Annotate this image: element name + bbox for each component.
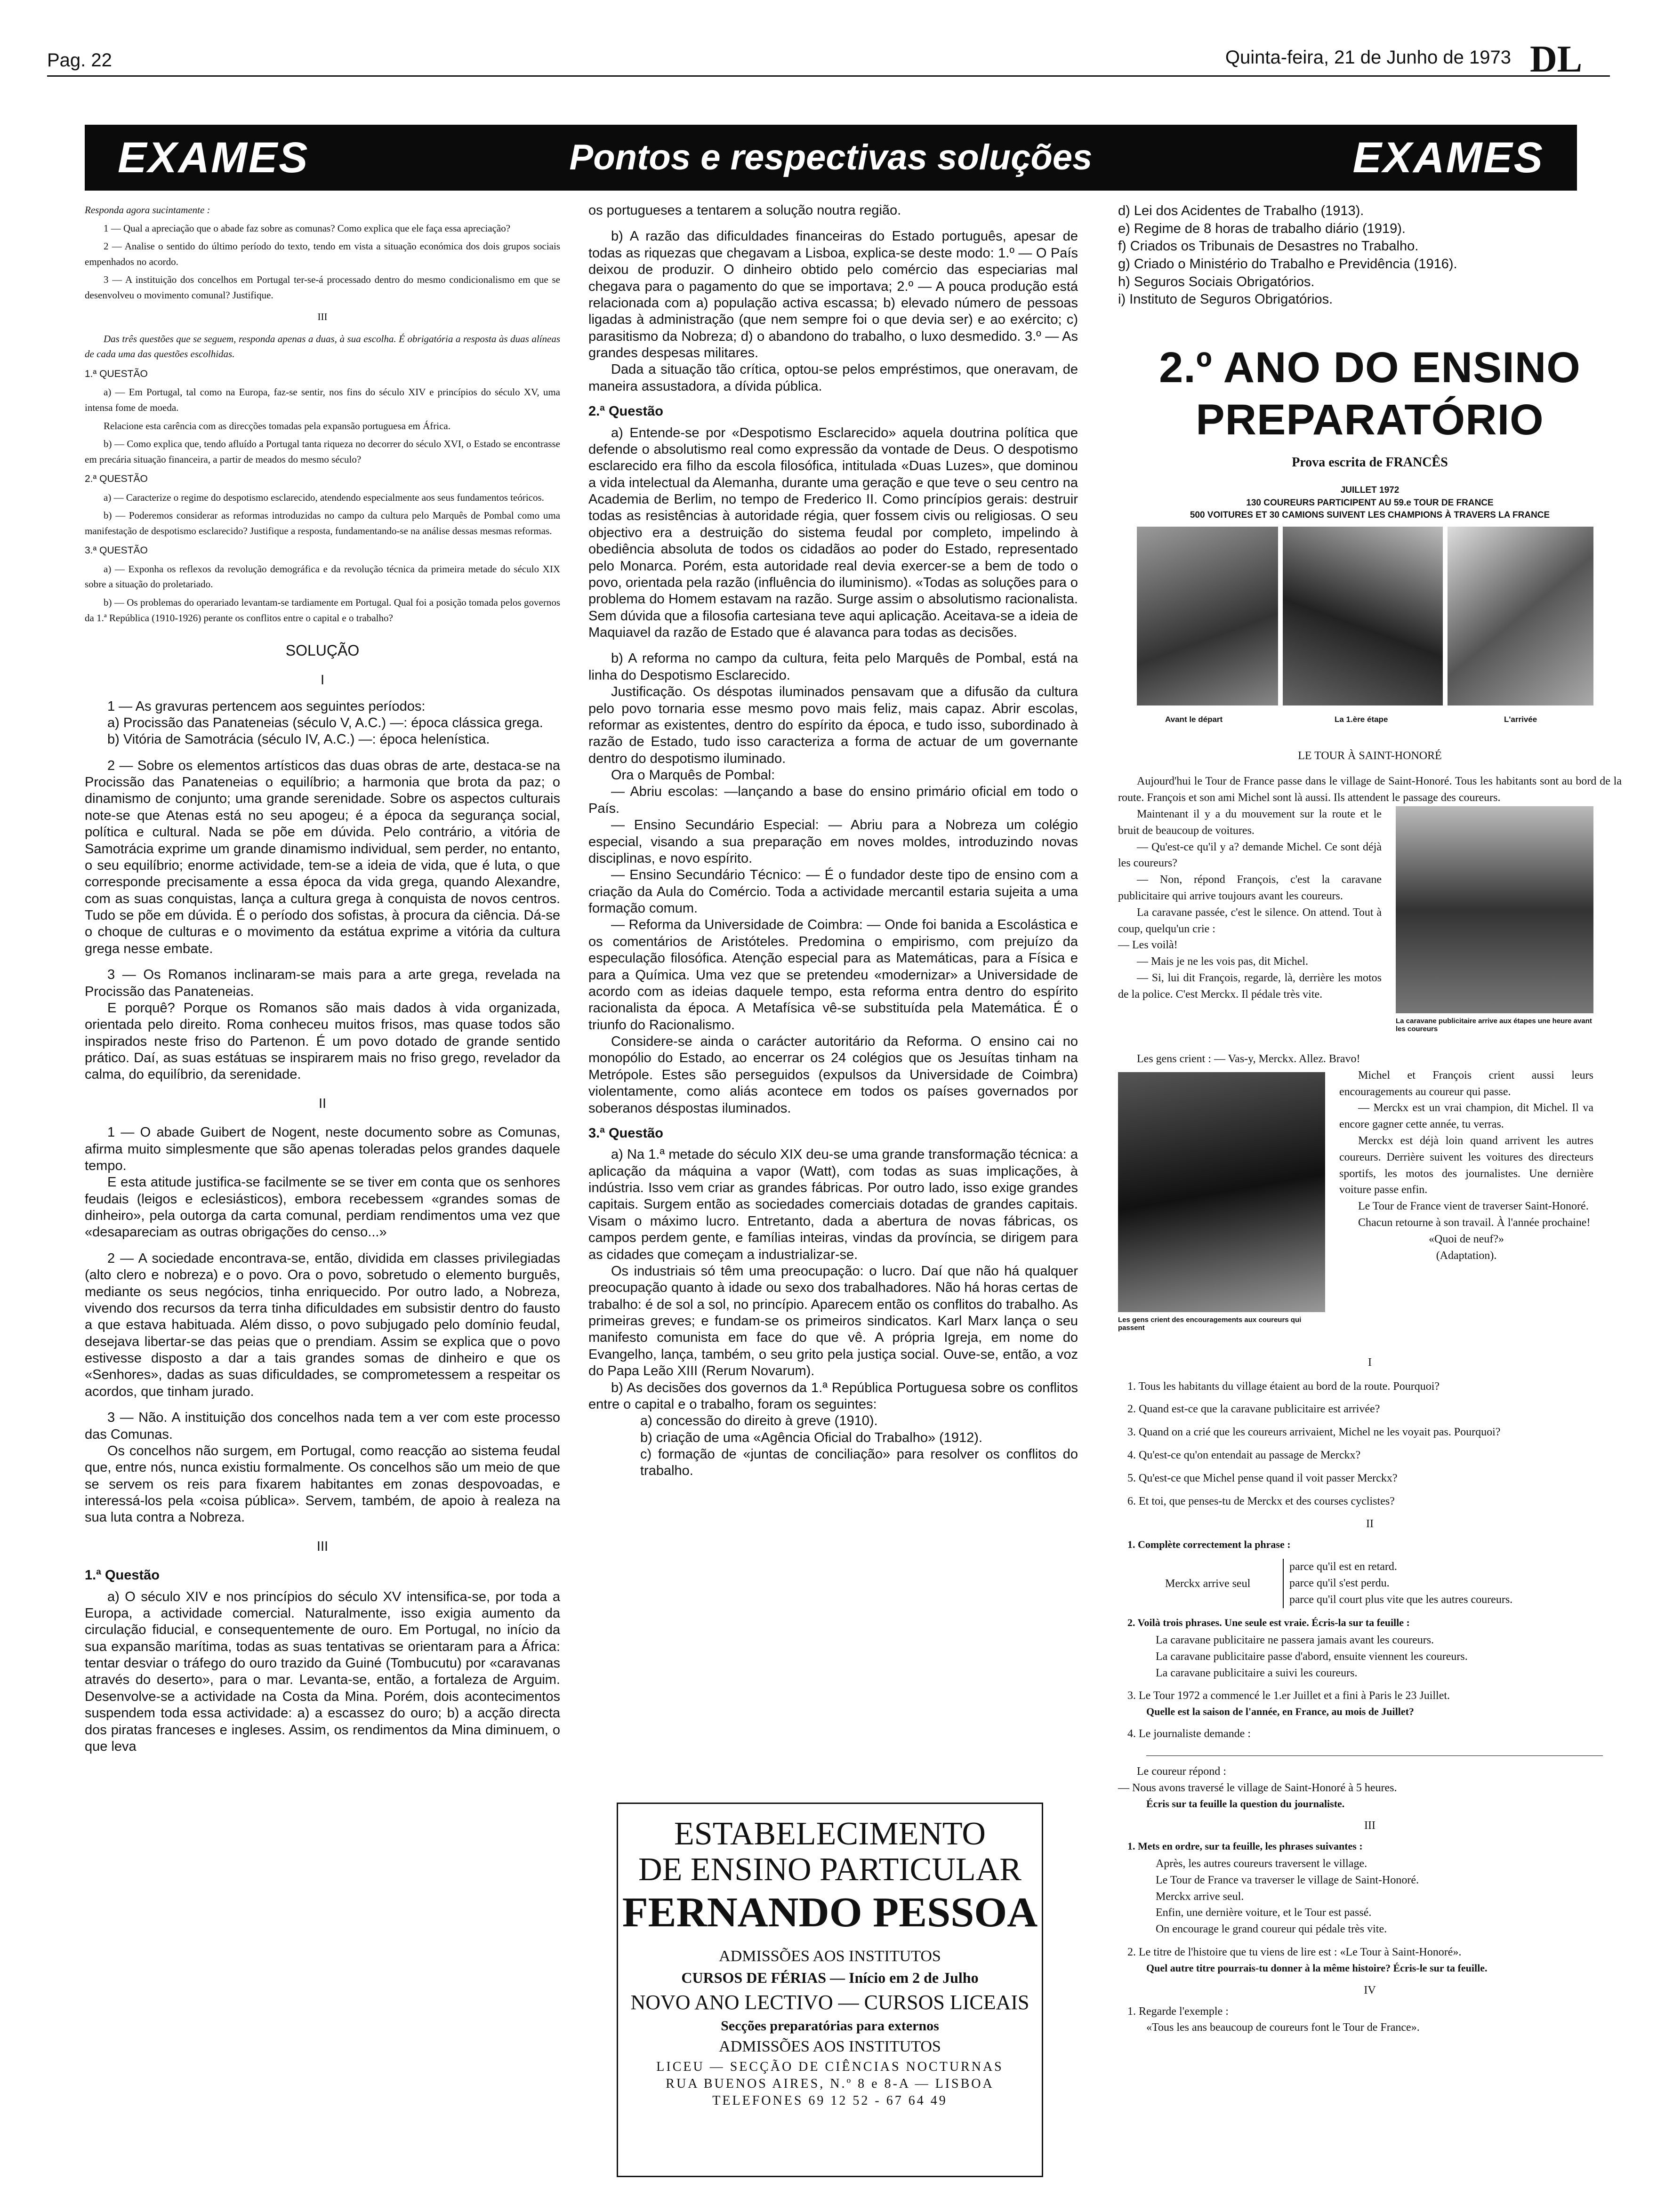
story-paragraph: Aujourd'hui le Tour de France passe dans le village de Saint-Honoré. Tous les habitants sont au bord de la route. François et son ami Michel sont là aussi. Ils attendent le passage des coureurs. xyxy=(1118,775,1622,804)
answer-heading: 2.ª Questão xyxy=(588,404,664,419)
question-text: a) — Em Portugal, tal como na Europa, faz-se sentir, nos fins do século XIV e princípios do século XV, uma intensa fome de moeda. xyxy=(85,386,560,414)
photo-caption: L'arrivée xyxy=(1504,714,1537,724)
law-list-item: f) Criados os Tribunais de Desastres no Trabalho. xyxy=(1118,239,1419,254)
crowd-photo xyxy=(1118,1072,1325,1312)
photo-caption: La 1.ère étape xyxy=(1335,714,1388,724)
exercise-question: 1. Tous les habitants du village étaient au bord de la route. Pourquoi? xyxy=(1127,1380,1440,1393)
banner-center: Pontos e respectivas soluções xyxy=(569,137,1093,177)
section-numeral: III xyxy=(316,1539,329,1554)
answer-text: b) A reforma no campo da cultura, feita pelo Marquês de Pombal, está na linha do Despotismo Esclarecido. xyxy=(588,651,1078,683)
answer-text: 3 — Os Romanos inclinaram-se mais para a arte grega, revelada na Procissão das Panateneias. xyxy=(85,967,560,999)
exercise-option: Enfin, une dernière voiture, et le Tour est passé. xyxy=(1156,1907,1372,1919)
exercise-option: Merckx arrive seul. xyxy=(1156,1890,1244,1903)
ad-line: CURSOS DE FÉRIAS — Início em 2 de Julho xyxy=(681,1969,979,1987)
answer-text: a) O século XIV e nos princípios do século XV intensifica-se, por toda a Europa, a actividade comercial. Naturalmente, isso exigia aumento da circulação fiducial, e consequentemente de ouro. Em Portugal, no início da sua expansão marítima, todas as suas tentativas se orientaram para a África: tentar desviar o tráfego do ouro trazido da Guiné (Tombucutu) por «caravanas através do deserto», para o mar. Levanta-se, então, a fortaleza de Arguim. Desenvolve-se a actividade na Costa da Mina. Porém, dois acontecimentos suspendem toda essa actividade: a) a escassez do ouro; b) a acção directa dos piratas franceses e ingleses. Assim, os rendimentos da Mina diminuem, o que leva xyxy=(85,1589,560,1754)
story-column xyxy=(1339,1067,1593,1264)
ad-phones: TELEFONES 69 12 52 - 67 64 49 xyxy=(712,2093,948,2108)
ad-line: ADMISSÕES AOS INSTITUTOS xyxy=(719,2038,941,2056)
answer-text: 2 — A sociedade encontrava-se, então, dividida em classes privilegiadas (alto clero e nobreza) e o povo. Ora o povo, sobretudo o elemento burguês, mediante os seus negócios, tinha enriquecido. Por outro lado, a Nobreza, vivendo dos recursos da terra tinha dificuldades em subsistir dentro do fausto a que estava habituada. Além disso, o povo subjugado pelo domínio feudal, desejava libertar-se das peias que o prendiam. Assim se explica que o povo estivesse disposto a dar a tais grandes somas de dinheiro e que os «Senhores», dadas as suas dificuldades, se comprometessem a respeitar os acordos, que tinham jurado. xyxy=(85,1250,560,1399)
answer-text: Dada a situação tão crítica, optou-se pelos empréstimos, que oneravam, de maneira assustadora, a dívida pública. xyxy=(588,362,1078,394)
ad-line: Secções preparatórias para externos xyxy=(721,2018,939,2034)
exercise-instruction: Écris sur ta feuille la question du journaliste. xyxy=(1146,1797,1345,1810)
answer-text: — Ensino Secundário Especial: — Abriu para a Nobreza um colégio especial, visando a sua preparação em noves moldes, introduzindo novas disciplinas, e novo espírito. xyxy=(588,817,1078,866)
ad-line: ADMISSÕES AOS INSTITUTOS xyxy=(719,1948,941,1965)
question-text: Responda agora sucintamente : xyxy=(85,204,210,216)
photo-strip xyxy=(1118,527,1622,715)
exam-title xyxy=(1118,342,1622,446)
photo-captions xyxy=(1118,715,1622,729)
exercise-question: Quel autre titre pourrais-tu donner à la même histoire? Écris-le sur ta feuille. xyxy=(1146,1962,1488,1974)
law-list-item: h) Seguros Sociais Obrigatórios. xyxy=(1118,274,1315,289)
exercise-title: 2. Voilà trois phrases. Une seule est vraie. Écris-la sur ta feuille : xyxy=(1127,1617,1410,1629)
answer-text: — Abriu escolas: —lançando a base do ensino primário oficial em todo o País. xyxy=(588,784,1078,816)
story-column xyxy=(1118,806,1382,1003)
exercise-question: 4. Qu'est-ce qu'on entendait au passage de Merckx? xyxy=(1127,1449,1361,1462)
exercise-question: 3. Le Tour 1972 a commencé le 1.er Juillet et a fini à Paris le 23 Juillet. xyxy=(1127,1690,1450,1702)
exercise-options xyxy=(1118,1632,1622,1681)
column-2 xyxy=(588,202,1078,1480)
crowd-caption: Les gens crient des encouragements aux coureurs qui passent xyxy=(1118,1315,1302,1332)
story-paragraph: — Si, lui dit François, regarde, là, derrière les motos de la police. C'est Merckx. Il pédale très vite. xyxy=(1118,972,1382,1001)
school-advertisement xyxy=(617,1803,1043,2177)
question-text: b) — Os problemas do operariado levantam-se tardiamente em Portugal. Qual foi a posição tomada pelos governos da 1.ª República (1910-1926) perante os conflitos entre o capital e o trabalho? xyxy=(85,597,560,624)
question-text: 3 — A instituição dos concelhos em Portugal ter-se-á processado dentro do mesmo condicionalismo em que se desenvolveu o movimento comunal? Justifique. xyxy=(85,274,560,301)
answer-text: E porquê? Porque os Romanos são mais dados à vida organizada, orientada pelo direito. Roma conheceu muitos frisos, mas quase todos são inspirados neste friso do Partenon. É um povo dotado de grande sentido prático. Daí, as suas estátuas se inspirarem mais no friso grego, revelador da calma, do equilíbrio, da serenidade. xyxy=(85,1000,560,1082)
story-paragraph: Le Tour de France vient de traverser Saint-Honoré. xyxy=(1358,1200,1589,1213)
exercise-question: 1. Regarde l'exemple : xyxy=(1127,2005,1229,2018)
question-text: a) — Exponha os reflexos da revolução demográfica e da revolução técnica da primeira metade do século XIX sobre a situação do proletariado. xyxy=(85,563,560,590)
answer-text: b) Vitória de Samotrácia (século IV, A.C.) —: época helenística. xyxy=(107,732,490,747)
answer-text: 2 — Sobre os elementos artísticos das duas obras de arte, destaca-se na Procissão das Panateneias o equilíbrio; a harmonia que brota da paz; o dinamismo de conjunto; uma grande serenidade. Sobre os aspectos culturais note-se que Atenas está no seu apogeu; é a época da segurança social, política e cultural. Nada se põe em dúvida. Pelo contrário, a vitória de Samotrácia exprime um grande dinamismo individual, sem perder, no entanto, o seu equilíbrio; enorme actividade, tem-se a ideia de vida, que é luta, o que corresponde precisamente a essa época da vida grega, quando Alexandre, com as suas conquistas, lança a cultura grega à conquista de novos centros. Tudo se põe em dúvida. É o período dos sofistas, à procura da ciência. Dá-se o choque de culturas e o movimento da estátua exprime a vitória da cultura grega nesse embate. xyxy=(85,758,560,956)
answer-text: Justificação. Os déspotas iluminados pensavam que a difusão da cultura pelo povo tornaria esse mesmo povo mais feliz, mais capaz. Abrir escolas, reformar as existentes, dentro do espírito da época, e tudo isso, subordinado à razão de Estado, tudo isso caracteriza a forma de actuar de um governante dentro do despotismo iluminado. xyxy=(588,684,1078,766)
exercise-question: 5. Qu'est-ce que Michel pense quand il voit passer Merckx? xyxy=(1127,1472,1398,1484)
story-paragraph: Les gens crient : — Vas-y, Merckx. Allez. Bravo! xyxy=(1137,1053,1360,1066)
exercise-question: 2. Le titre de l'histoire que tu viens de lire est : «Le Tour à Saint-Honoré». xyxy=(1127,1946,1462,1959)
exercise-option: Le Tour de France va traverser le village de Saint-Honoré. xyxy=(1156,1874,1419,1886)
law-list-item: g) Criado o Ministério do Trabalho e Previdência (1916). xyxy=(1118,256,1457,272)
issue-date: Quinta-feira, 21 de Junho de 1973 xyxy=(1225,47,1511,68)
exercise-question: 4. Le journaliste demande : xyxy=(1127,1728,1251,1740)
exercise-option: La caravane publicitaire a suivi les coureurs. xyxy=(1156,1667,1358,1679)
story-paragraph: La caravane passée, c'est le silence. On attend. Tout à coup, quelqu'un crie : xyxy=(1118,906,1382,935)
column-3 xyxy=(1118,202,1622,2036)
cycling-photo xyxy=(1448,527,1593,705)
answer-text: os portugueses a tentarem a solução noutra região. xyxy=(588,203,901,218)
question-text: Das três questões que se seguem, responda apenas a duas, à sua escolha. É obrigatória a resposta às duas alíneas de cada uma das questões escolhidas. xyxy=(85,333,560,360)
section-numeral: III xyxy=(317,311,328,323)
exercise-option: parce qu'il est en retard. xyxy=(1289,1561,1397,1573)
exercise-question: 2. Quand est-ce que la caravane publicitaire est arrivée? xyxy=(1127,1403,1380,1416)
exercise-question: Quelle est la saison de l'année, en France, au mois de Juillet? xyxy=(1146,1706,1414,1718)
answer-list-item: a) concessão do direito à greve (1910). xyxy=(640,1413,878,1429)
exercise-title: 1. Complète correctement la phrase : xyxy=(1127,1539,1291,1551)
exercise-options xyxy=(1283,1559,1512,1608)
question-text: Relacione esta carência com as direcções tomadas pela expansão portuguesa em África. xyxy=(104,420,450,432)
section-numeral: I xyxy=(320,673,325,688)
caravane-photo xyxy=(1396,806,1593,1013)
story-block-2 xyxy=(1118,1067,1622,1350)
answer-text: a) Entende-se por «Despotismo Esclarecido» aquela doutrina política que defende o absolutismo real como expressão da vontade de Deus. O despotismo esclarecido era filho da escola filosófica, intitulada «Duas Luzes», que dominou a vida intelectual da Alemanha, durante uma geração e que teve o seu centro na Academia de Berlim, no tempo de Frederico II. Como princípios gerais: destruir todas as resistências à autoridade régia, quer fossem civis ou religiosas. O seu objectivo era a destruição do sistema feudal por completo, impelindo à obediência absoluta de todos os cidadãos ao poder do Estado, representado pelo Monarca. Porém, esta autoridade real devia exercer-se a bem de todo o povo, orientada pela razão (influência do iluminismo). «Todas as soluções para o problema do Homem estavam na razão. Surge assim o absolutismo racionalista. Sem dúvida que a filosofia cartesiana teve aqui aplicação. Aceitava-se a ideia de Maquiavel da razão de Estado que é alavanca para todas as decisões. xyxy=(588,425,1078,640)
answer-text: Os concelhos não surgem, em Portugal, como reacção ao sistema feudal que, entre nós, nunca existiu formalmente. Os concelhos são um meio de que se servem os reis para fixarem habitantes em zonas despovoadas, e interessá-los pela «coisa pública». Servem, também, de apoio à realeza na sua luta contra a Nobreza. xyxy=(85,1443,560,1525)
exercise-option: On encourage le grand coureur qui pédale très vite. xyxy=(1156,1923,1387,1936)
newspaper-logo-icon xyxy=(1520,38,1610,80)
story-paragraph: Maintenant il y a du mouvement sur la route et le bruit de beaucoup de voitures. xyxy=(1118,808,1382,837)
story-block-1 xyxy=(1118,806,1622,1042)
section-banner xyxy=(85,125,1577,191)
photo-header xyxy=(1118,484,1622,522)
exam-subtitle: Prova escrita de FRANCÊS xyxy=(1292,455,1448,470)
exercise-stem: Merckx arrive seul xyxy=(1165,1578,1251,1590)
answer-text: Ora o Marquês de Pombal: xyxy=(611,768,775,783)
story-title: LE TOUR À SAINT-HONORÉ xyxy=(1298,749,1442,762)
story-paragraph: Chacun retourne à son travail. À l'année prochaine! xyxy=(1358,1217,1591,1229)
answer-text: a) Na 1.ª metade do século XIX deu-se uma grande transformação técnica: a aplicação da máquina a vapor (Watt), com todas as suas implicações, à indústria. Isso vem criar as grandes fábricas. Por outro lado, isso exige grandes capitais. Surgem então as sociedades comerciais dotadas de grandes capitais. Visam o máximo lucro. Entretanto, dada a abertura de novas fábricas, os campos perdem gente, e famílias inteiras, vindas da província, se dirigem para as cidades que começam a industrializar-se. xyxy=(588,1147,1078,1262)
question-text: 2 — Analise o sentido do último período do texto, tendo em vista a situação económica dos dois grupos sociais empenhados no acordo. xyxy=(85,240,560,267)
solution-heading: SOLUÇÃO xyxy=(285,642,360,659)
answer-text: E esta atitude justifica-se facilmente se se tiver em conta que os senhores feudais (leigos e eclesiásticos), embora recebessem «grandes somas de dinheiro», pela outorga da carta comunal, perdiam rendimentos uma vez que «desapareciam as outras obrigações do censo...» xyxy=(85,1175,560,1240)
cycling-photo xyxy=(1137,527,1278,705)
question-heading: 1.ª QUESTÃO xyxy=(85,368,148,379)
answer-text: — Reforma da Universidade de Coimbra: — Onde foi banida a Escolástica e os comentários de Aristóteles. Predomina o empirismo, com prejuízo da especulação filosófica. Atenção especial para as Matemáticas, para a Física e para a Química. Uma vez que se pretendeu «modernizar» a Universidade de acordo com as ideias daquele tempo, esta reforma entra dentro do espírito racionalista da época. A Metafísica vê-se substituída pela Matemática. É o triunfo do Racionalismo. xyxy=(588,917,1078,1033)
law-list-item: d) Lei dos Acidentes de Trabalho (1913). xyxy=(1118,203,1364,218)
exam-title-line: 2.º ANO DO ENSINO xyxy=(1159,344,1581,392)
section-numeral: I xyxy=(1368,1356,1372,1369)
exercise-text: Le coureur répond : xyxy=(1137,1765,1226,1778)
exercise-question: 3. Quand on a crié que les coureurs arrivaient, Michel ne les voyait pas. Pourquoi? xyxy=(1127,1426,1501,1439)
page-header xyxy=(47,28,1610,80)
exercise-text: — Nous avons traversé le village de Saint-Honoré à 5 heures. xyxy=(1118,1781,1397,1794)
story-paragraph: Michel et François crient aussi leurs encouragements au coureur qui passe. xyxy=(1339,1069,1593,1098)
answer-text: Considere-se ainda o carácter autoritário da Reforma. O ensino cai no monopólio do Estado, ao encerrar os 24 colégios que os Jesuítas tinham na Metrópole. Estes são perseguidos (expulsos da Universidade de Coimbra) violentamente, como aliás acontece em todos os países governados por soberanos déspostas iluminados. xyxy=(588,1034,1078,1116)
column-1 xyxy=(85,202,560,1755)
exercise-option: parce qu'il court plus vite que les autres coureurs. xyxy=(1289,1593,1513,1606)
answer-list-item: b) criação de uma «Agência Oficial do Trabalho» (1912). xyxy=(640,1430,983,1445)
exercise-example: «Tous les ans beaucoup de coureurs font le Tour de France». xyxy=(1146,2021,1420,2034)
question-heading: 2.ª QUESTÃO xyxy=(85,473,148,485)
caravane-caption: La caravane publicitaire arrive aux étapes une heure avant les coureurs xyxy=(1396,1017,1592,1034)
exercise-question: 6. Et toi, que penses-tu de Merckx et des courses cyclistes? xyxy=(1127,1495,1395,1507)
exercise-options xyxy=(1118,1856,1622,1938)
ad-school-name: FERNANDO PESSOA xyxy=(622,1889,1038,1936)
question-text: 1 — Qual a apreciação que o abade faz sobre as comunas? Como explica que ele faça essa apreciação? xyxy=(104,222,511,234)
law-list-item: e) Regime de 8 horas de trabalho diário (1919). xyxy=(1118,221,1406,236)
question-text: b) — Poderemos considerar as reformas introduzidas no campo da cultura pelo Marquês de Pombal como uma manifestação de despotismo esclarecido? Justifique a resposta, fundamentando-se na análise dessas mesmas reformas. xyxy=(85,510,560,537)
photo-header-line: 500 VOITURES ET 30 CAMIONS SUIVENT LES CHAMPIONS À TRAVERS LA FRANCE xyxy=(1190,510,1550,521)
answer-text: a) Procissão das Panateneias (século V, A.C.) —: época clássica grega. xyxy=(107,715,543,730)
law-list-item: i) Instituto de Seguros Obrigatórios. xyxy=(1118,292,1333,307)
answer-text: — Ensino Secundário Técnico: — É o fundador deste tipo de ensino com a criação da Aula do Comércio. Toda a actividade mercantil estaria sujeita a uma formação comum. xyxy=(588,867,1078,916)
ad-address: RUA BUENOS AIRES, N.º 8 e 8-A — LISBOA xyxy=(666,2076,994,2092)
story-source: (Adaptation). xyxy=(1436,1249,1497,1262)
story-source: «Quoi de neuf?» xyxy=(1429,1233,1504,1245)
banner-right: EXAMES xyxy=(1352,134,1544,182)
photo-header-line: 130 COUREURS PARTICIPENT AU 59.e TOUR DE FRANCE xyxy=(1246,497,1494,508)
answer-heading: 3.ª Questão xyxy=(588,1125,664,1141)
exercise-option: parce qu'il s'est perdu. xyxy=(1289,1577,1390,1589)
question-heading: 3.ª QUESTÃO xyxy=(85,545,148,556)
question-text: b) — Como explica que, tendo afluído a Portugal tanta riqueza no decorrer do século XVI, o Estado se encontrasse em precária situação financeira, a partir de meados do mesmo século? xyxy=(85,438,560,465)
question-text: a) — Caracterize o regime do despotismo esclarecido, atendendo especialmente aos seus fundamentos teóricos. xyxy=(104,491,544,503)
answer-text: b) As decisões dos governos da 1.ª República Portuguesa sobre os conflitos entre o capital e o trabalho, foram os seguintes: xyxy=(588,1380,1078,1412)
answer-text: b) A razão das dificuldades financeiras do Estado português, apesar de todas as riquezas que chegavam a Lisboa, explica-se deste modo: 1.º — O País deixou de produzir. O dinheiro obtido pelo comércio das especiarias mal chegava para o pagamento do que se importava; 2.º — A pouca produção está relacionada com a) população activa escassa; b) elevado número de pessoas ligadas à administração (que nem sempre foi o que devia ser) e ao exército; c) parasitismo da Nobreza; d) o abandono do trabalho, o luxo desmedido. 3.º — As grandes despesas militares. xyxy=(588,229,1078,361)
logo-text: DL xyxy=(1530,39,1583,80)
answer-heading: 1.ª Questão xyxy=(85,1568,160,1583)
answer-text: Os industriais só têm uma preocupação: o lucro. Daí que não há qualquer preocupação quanto à idade ou sexo dos trabalhadores. Não há horas certas de trabalho: é de sol a sol, no princípio. Aparecem então os conflitos do trabalho. As primeiras greves; e fundam-se os primeiros sindicatos. Karl Marx lança o seu manifesto comunista em face do que vê. A própria Igreja, em nome do Evangelho, lança, também, o seu grito pela justiça social. Ouve-se, então, a voz do Papa Leão XIII (Rerum Novarum). xyxy=(588,1263,1078,1379)
story-paragraph: — Qu'est-ce qu'il y a? demande Michel. Ce sont déjà les coureurs? xyxy=(1118,841,1382,870)
answer-text: 3 — Não. A instituição dos concelhos nada tem a ver com este processo das Comunas. xyxy=(85,1410,560,1442)
section-numeral: III xyxy=(1364,1819,1375,1832)
story-paragraph: — Mais je ne les vois pas, dit Michel. xyxy=(1137,955,1308,968)
exercise-option: La caravane publicitaire ne passera jamais avant les coureurs. xyxy=(1156,1634,1434,1647)
ad-line: NOVO ANO LECTIVO — CURSOS LICEAIS xyxy=(630,1991,1030,2014)
cycling-photo xyxy=(1283,527,1443,705)
banner-left: EXAMES xyxy=(118,134,309,182)
exercise-title: 1. Mets en ordre, sur ta feuille, les phrases suivantes : xyxy=(1127,1840,1363,1852)
exercise-option: La caravane publicitaire passe d'abord, ensuite viennent les coureurs. xyxy=(1156,1650,1468,1663)
section-numeral: II xyxy=(318,1096,327,1111)
story-paragraph: — Les voilà! xyxy=(1118,939,1178,952)
page-number: Pag. 22 xyxy=(47,50,112,71)
story-paragraph: Merckx est déjà loin quand arrivent les autres coureurs. Derrière suivent les voitures des directeurs sportifs, les motos des journalistes. Une dernière voiture passe enfin. xyxy=(1339,1135,1593,1196)
section-numeral: IV xyxy=(1364,1984,1376,1996)
photo-header-line: JUILLET 1972 xyxy=(1340,485,1400,495)
ad-line: LICEU — SECÇÃO DE CIÊNCIAS NOCTURNAS xyxy=(656,2060,1004,2075)
header-rule xyxy=(47,75,1610,77)
story-paragraph: — Merckx est un vrai champion, dit Michel. Il va encore gagner cette année, tu verras. xyxy=(1339,1102,1593,1131)
exercise-option: Après, les autres coureurs traversent le village. xyxy=(1156,1858,1367,1870)
story-paragraph: — Non, répond François, c'est la caravane publicitaire qui arrive toujours avant les coureurs. xyxy=(1118,874,1382,903)
exam-title-line: PREPARATÓRIO xyxy=(1196,395,1544,444)
ad-line: DE ENSINO PARTICULAR xyxy=(638,1851,1022,1888)
exercise-choice xyxy=(1118,1559,1622,1611)
section-numeral: II xyxy=(1366,1518,1374,1531)
ad-line: ESTABELECIMENTO xyxy=(674,1816,986,1852)
photo-caption: Avant le départ xyxy=(1165,714,1223,724)
answer-list-item: c) formação de «juntas de conciliação» para resolver os conflitos do trabalho. xyxy=(640,1447,1078,1479)
answer-text: 1 — As gravuras pertencem aos seguintes períodos: xyxy=(107,698,426,714)
answer-line xyxy=(1146,1742,1603,1756)
answer-text: 1 — O abade Guibert de Nogent, neste documento sobre as Comunas, afirma muito simplesmente que são apenas toleradas pelos grandes daquele tempo. xyxy=(85,1125,560,1173)
